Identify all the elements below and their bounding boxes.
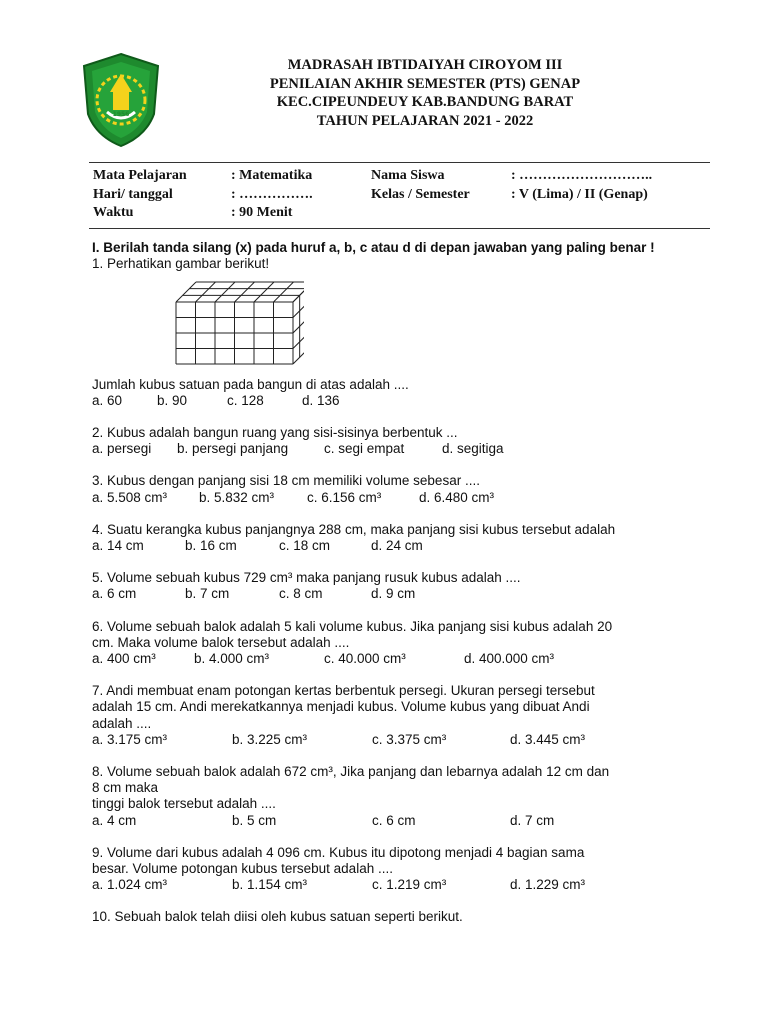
district: KEC.CIPEUNDEUY KAB.BANDUNG BARAT: [276, 94, 574, 110]
day-value: : …………….: [231, 186, 313, 202]
answer-option[interactable]: d. segitiga: [442, 441, 504, 457]
question-list: [92, 240, 712, 926]
answer-option[interactable]: a. 400 cm³: [92, 650, 156, 666]
answer-option[interactable]: a. persegi: [92, 441, 152, 457]
cuboid-figure-icon: [174, 276, 304, 366]
name-label: Nama Siswa: [371, 168, 445, 183]
subject-value: : Matematika: [231, 168, 313, 183]
answer-option[interactable]: b. 90: [157, 392, 188, 408]
answer-options: [92, 651, 712, 667]
answer-option[interactable]: c. 128: [227, 392, 264, 408]
answer-option[interactable]: b. 5.832 cm³: [199, 489, 275, 505]
question-text: tinggi balok tersebut adalah ....: [92, 796, 276, 812]
answer-option[interactable]: c. segi empat: [324, 441, 405, 457]
question-text: 5. Volume sebuah kubus 729 cm³ maka panjang rusuk kubus adalah ....: [92, 570, 521, 586]
answer-option[interactable]: b. 7 cm: [185, 586, 230, 602]
question-text: cm. Maka volume balok tersebut adalah ....: [92, 634, 350, 650]
answer-option[interactable]: d. 136: [302, 392, 340, 408]
answer-option[interactable]: a. 6 cm: [92, 586, 137, 602]
answer-option[interactable]: c. 6 cm: [372, 812, 416, 828]
answer-option[interactable]: c. 18 cm: [279, 537, 331, 553]
question-text: 8 cm maka: [92, 780, 159, 796]
exam-title: PENILAIAN AKHIR SEMESTER (PTS) GENAP: [269, 75, 581, 92]
question-1: [92, 256, 712, 409]
svg-text:1956: 1956: [112, 111, 130, 118]
school-header: [200, 56, 650, 130]
answer-option[interactable]: d. 7 cm: [510, 812, 555, 828]
question-text: 8. Volume sebuah balok adalah 672 cm³, Jika panjang dan lebarnya adalah 12 cm dan: [92, 763, 610, 779]
answer-options: [92, 813, 712, 829]
time-value: : 90 Menit: [231, 205, 293, 220]
answer-option[interactable]: c. 6.156 cm³: [307, 489, 382, 505]
answer-options: [92, 586, 712, 602]
answer-option[interactable]: a. 1.024 cm³: [92, 877, 168, 893]
question-6: [92, 619, 712, 668]
answer-option[interactable]: a. 60: [92, 392, 123, 408]
time-label: Waktu: [93, 205, 134, 220]
class-value: : V (Lima) / II (Genap): [511, 186, 648, 202]
day-label: Hari/ tanggal: [93, 186, 173, 202]
answer-option[interactable]: b. 1.154 cm³: [232, 877, 308, 893]
answer-option[interactable]: a. 3.175 cm³: [92, 731, 168, 747]
instruction: I. Berilah tanda silang (x) pada huruf a, b, c atau d di depan jawaban yang paling benar !: [92, 240, 655, 255]
question-text: adalah 15 cm. Andi merekatkannya menjadi kubus. Volume kubus yang dibuat Andi: [92, 699, 590, 715]
question-text: 2. Kubus adalah bangun ruang yang sisi-sisinya berbentuk ...: [92, 425, 458, 440]
question-text: besar. Volume potongan kubus tersebut adalah ....: [92, 860, 393, 876]
madrasah-logo-icon: [80, 52, 162, 148]
question-4: [92, 522, 712, 554]
header-divider-top: [89, 162, 710, 163]
answer-option[interactable]: d. 6.480 cm³: [419, 489, 495, 505]
answer-option[interactable]: b. 16 cm: [185, 537, 237, 553]
question-5: [92, 570, 712, 602]
answer-option[interactable]: a. 4 cm: [92, 812, 137, 828]
answer-option[interactable]: c. 3.375 cm³: [372, 731, 447, 747]
question-3: [92, 473, 712, 505]
answer-option[interactable]: d. 24 cm: [371, 537, 423, 553]
header-divider-bottom: [89, 228, 710, 229]
answer-option[interactable]: b. 3.225 cm³: [232, 731, 308, 747]
question-text: 1. Perhatikan gambar berikut!: [92, 256, 270, 272]
answer-option[interactable]: d. 1.229 cm³: [510, 877, 586, 893]
question-text: 4. Suatu kerangka kubus panjangnya 288 cm, maka panjang sisi kubus tersebut adalah: [92, 521, 616, 537]
answer-option[interactable]: b. 4.000 cm³: [194, 650, 270, 666]
answer-option[interactable]: b. persegi panjang: [177, 441, 289, 457]
answer-option[interactable]: b. 5 cm: [232, 812, 277, 828]
answer-option[interactable]: a. 5.508 cm³: [92, 489, 168, 505]
question-text: 6. Volume sebuah balok adalah 5 kali volume kubus. Jika panjang sisi kubus adalah 20: [92, 618, 613, 634]
question-2: [92, 425, 712, 457]
answer-options: [92, 732, 712, 748]
question-8: [92, 764, 712, 829]
academic-year: TAHUN PELAJARAN 2021 - 2022: [316, 112, 534, 129]
question-text: 7. Andi membuat enam potongan kertas berbentuk persegi. Ukuran persegi tersebut: [92, 683, 595, 699]
question-9: [92, 845, 712, 894]
answer-option[interactable]: d. 9 cm: [371, 586, 416, 602]
answer-option[interactable]: d. 400.000 cm³: [464, 650, 555, 666]
answer-options: [92, 538, 712, 554]
answer-options: [92, 877, 712, 893]
answer-option[interactable]: c. 8 cm: [279, 586, 323, 602]
answer-options: [92, 490, 712, 506]
question-text: adalah ....: [92, 715, 152, 731]
student-info: [93, 168, 713, 224]
subject-label: Mata Pelajaran: [93, 168, 187, 183]
question-text: 9. Volume dari kubus adalah 4 096 cm. Kubus itu dipotong menjadi 4 bagian sama: [92, 844, 585, 860]
question-text: 10. Sebuah balok telah diisi oleh kubus satuan seperti berikut.: [92, 909, 463, 925]
question-text: 3. Kubus dengan panjang sisi 18 cm memiliki volume sebesar ....: [92, 473, 480, 489]
answer-option[interactable]: a. 14 cm: [92, 537, 144, 553]
question-text: Jumlah kubus satuan pada bangun di atas adalah ....: [92, 376, 409, 392]
name-value: : ………………………..: [511, 168, 653, 183]
answer-option[interactable]: c. 40.000 cm³: [324, 650, 406, 666]
answer-option[interactable]: d. 3.445 cm³: [510, 731, 586, 747]
answer-options: [92, 393, 712, 409]
question-10: [92, 909, 712, 925]
answer-option[interactable]: c. 1.219 cm³: [372, 877, 447, 893]
class-label: Kelas / Semester: [371, 186, 470, 202]
school-name: MADRASAH IBTIDAIYAH CIROYOM III: [287, 57, 563, 73]
answer-options: [92, 441, 712, 457]
question-7: [92, 683, 712, 748]
